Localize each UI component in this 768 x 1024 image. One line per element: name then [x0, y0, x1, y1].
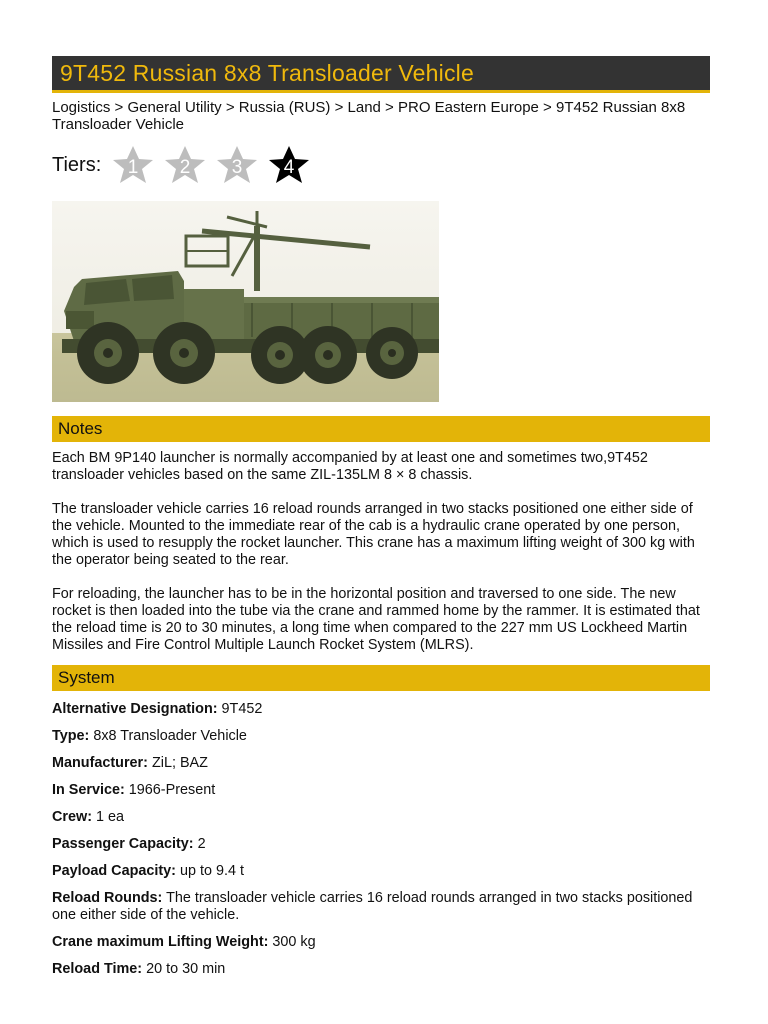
vehicle-photo [52, 201, 439, 402]
notes-heading: Notes [52, 416, 710, 442]
tier-1-number: 1 [127, 157, 139, 178]
spec-passenger-capacity [52, 836, 710, 853]
spec-payload-capacity [52, 863, 710, 880]
tier-2-star-icon [163, 145, 207, 185]
notes-paragraph: The transloader vehicle carries 16 reload rounds arranged in two stacks positioned one either side of the vehicle. Mounted to the immediate rear of the cab is a hydraulic crane operated by one person, which is used to resupply the rocket launcher. This crane has a maximum lifting weight of 300 kg with the operator being seated to the rear. [52, 501, 695, 568]
spec-value: up to 9.4 t [179, 863, 244, 879]
spec-type [52, 728, 710, 745]
spec-value: 1966-Present [128, 782, 216, 798]
spec-crew [52, 809, 710, 826]
spec-value: 1 ea [95, 809, 124, 825]
document-page [52, 56, 710, 978]
spec-value: 20 to 30 min [146, 961, 226, 977]
tier-4-star-icon [267, 145, 311, 185]
notes-paragraph: For reloading, the launcher has to be in the horizontal position and traversed to one side. The new rocket is then loaded into the tube via the crane and rammed home by the rammer. It is estimated that the reload time is 20 to 30 minutes, a long time when compared to the 227 mm US Lockheed Martin Missiles and Fire Control Multiple Launch Rocket System (MLRS). [52, 586, 700, 653]
spec-reload-rounds [52, 890, 710, 924]
tiers-row [52, 145, 710, 185]
breadcrumb[interactable]: Logistics > General Utility > Russia (RUS) > Land > PRO Eastern Europe > 9T452 Russian 8x8 Transloader Vehicle [52, 99, 686, 133]
spec-label: Crane maximum Lifting Weight: [52, 934, 269, 950]
spec-alternative-designation [52, 701, 710, 718]
spec-label: Payload Capacity: [52, 863, 176, 879]
spec-label: Passenger Capacity: [52, 836, 194, 852]
page-title: 9T452 Russian 8x8 Transloader Vehicle [60, 59, 474, 86]
tiers-label: Tiers: [52, 153, 102, 176]
tier-1-star-icon [111, 145, 155, 185]
notes-paragraph: Each BM 9P140 launcher is normally accompanied by at least one and sometimes two,9T452 transloader vehicles based on the same ZIL-135LM 8 × 8 chassis. [52, 450, 648, 483]
spec-label: Manufacturer: [52, 755, 148, 771]
spec-value: The transloader vehicle carries 16 reload rounds arranged in two stacks positioned one either side of the vehicle. [52, 890, 693, 923]
spec-in-service [52, 782, 710, 799]
spec-value: 8x8 Transloader Vehicle [93, 728, 247, 744]
system-heading: System [52, 665, 710, 691]
spec-value: 9T452 [221, 701, 263, 717]
tier-4-number: 4 [283, 157, 295, 178]
spec-manufacturer [52, 755, 710, 772]
spec-reload-time [52, 961, 710, 978]
spec-value: 300 kg [272, 934, 316, 950]
spec-label: Crew: [52, 809, 92, 825]
spec-label: Type: [52, 728, 90, 744]
spec-label: In Service: [52, 782, 125, 798]
spec-label: Alternative Designation: [52, 701, 218, 717]
title-bar [52, 56, 710, 93]
spec-value: ZiL; BAZ [151, 755, 208, 771]
tier-3-number: 3 [231, 157, 243, 178]
tier-3-star-icon [215, 145, 259, 185]
tier-2-number: 2 [179, 157, 191, 178]
spec-value: 2 [197, 836, 206, 852]
spec-label: Reload Time: [52, 961, 143, 977]
spec-label: Reload Rounds: [52, 890, 163, 906]
spec-crane-lifting-weight [52, 934, 710, 951]
